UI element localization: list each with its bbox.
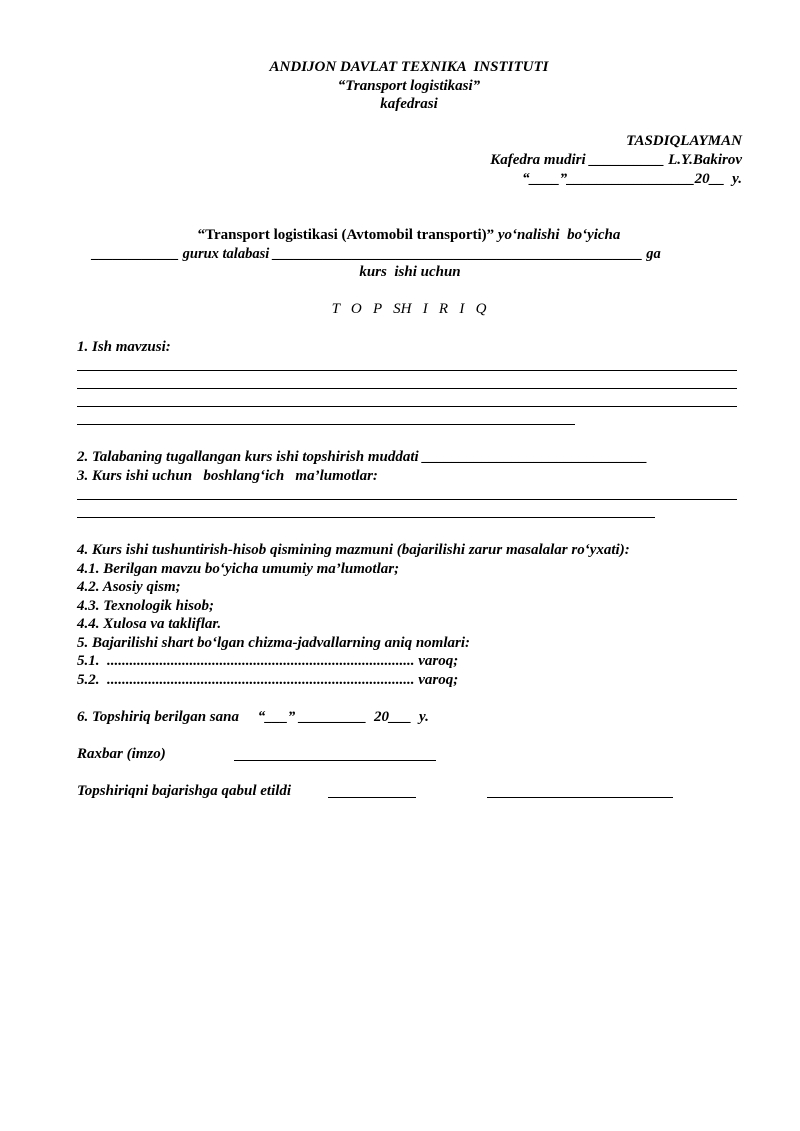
direction-line xyxy=(0,226,800,244)
accepted-name-line xyxy=(487,797,673,798)
direction-suffix: yo‘nalishi bo‘yicha xyxy=(494,227,621,243)
topic-blank-line xyxy=(77,370,737,371)
document-heading: T O P SH I R I Q xyxy=(331,301,487,317)
topic-blank-line xyxy=(77,424,575,425)
purpose-line: kurs ishi uchun xyxy=(359,264,461,280)
section-4-2: 4.2. Asosiy qism; xyxy=(77,579,181,595)
section-4-4: 4.4. Xulosa va takliflar. xyxy=(77,616,222,632)
topic-blank-line xyxy=(77,406,737,407)
section-4-content: 4. Kurs ishi tushuntirish-hisob qismining mazmuni (bajarilishi zarur masalalar ro‘yxati): xyxy=(77,542,630,558)
section-5-drawings: 5. Bajarilishi shart bo‘lgan chizma-jadvallarning aniq nomlari: xyxy=(77,635,471,651)
topic-blank-line xyxy=(77,388,737,389)
section-4-3: 4.3. Texnologik hisob; xyxy=(77,598,214,614)
group-student-line: ____________ gurux talabasi ___________________________________________________ ga xyxy=(92,246,661,262)
section-3-initial-data: 3. Kurs ishi uchun boshlang‘ich ma’lumotlar: xyxy=(77,468,378,484)
initial-data-blank-line xyxy=(77,517,655,518)
direction-name: “Transport logistikasi (Avtomobil transporti)” xyxy=(197,227,495,243)
institute-name: ANDIJON DAVLAT TEXNIKA INSTITUTI xyxy=(269,59,549,75)
approval-date-line: “____”_________________20__ y. xyxy=(522,171,742,187)
approval-title: TASDIQLAYMAN xyxy=(626,133,742,149)
department-name: “Transport logistikasi” xyxy=(337,78,481,94)
section-1-topic: 1. Ish mavzusi: xyxy=(77,339,171,355)
section-5-1: 5.1. .................................................................................. varoq; xyxy=(77,653,459,669)
section-6-issue-date: 6. Topshiriq berilgan sana “___” _________ 20___ y. xyxy=(77,709,429,725)
section-2-deadline: 2. Talabaning tugallangan kurs ishi topshirish muddati ______________________________ xyxy=(77,449,648,465)
leader-signature-label: Raxbar (imzo) xyxy=(77,746,166,762)
accepted-label: Topshiriqni bajarishga qabul etildi xyxy=(77,783,292,799)
initial-data-blank-line xyxy=(77,499,737,500)
accepted-signature-line xyxy=(328,797,416,798)
leader-signature-line xyxy=(234,760,436,761)
kafedra-label: kafedrasi xyxy=(380,96,438,112)
section-5-2: 5.2. .................................................................................. varoq; xyxy=(77,672,459,688)
section-4-1: 4.1. Berilgan mavzu bo‘yicha umumiy ma’lumotlar; xyxy=(77,561,400,577)
approval-head-line: Kafedra mudiri __________ L.Y.Bakirov xyxy=(490,152,742,168)
